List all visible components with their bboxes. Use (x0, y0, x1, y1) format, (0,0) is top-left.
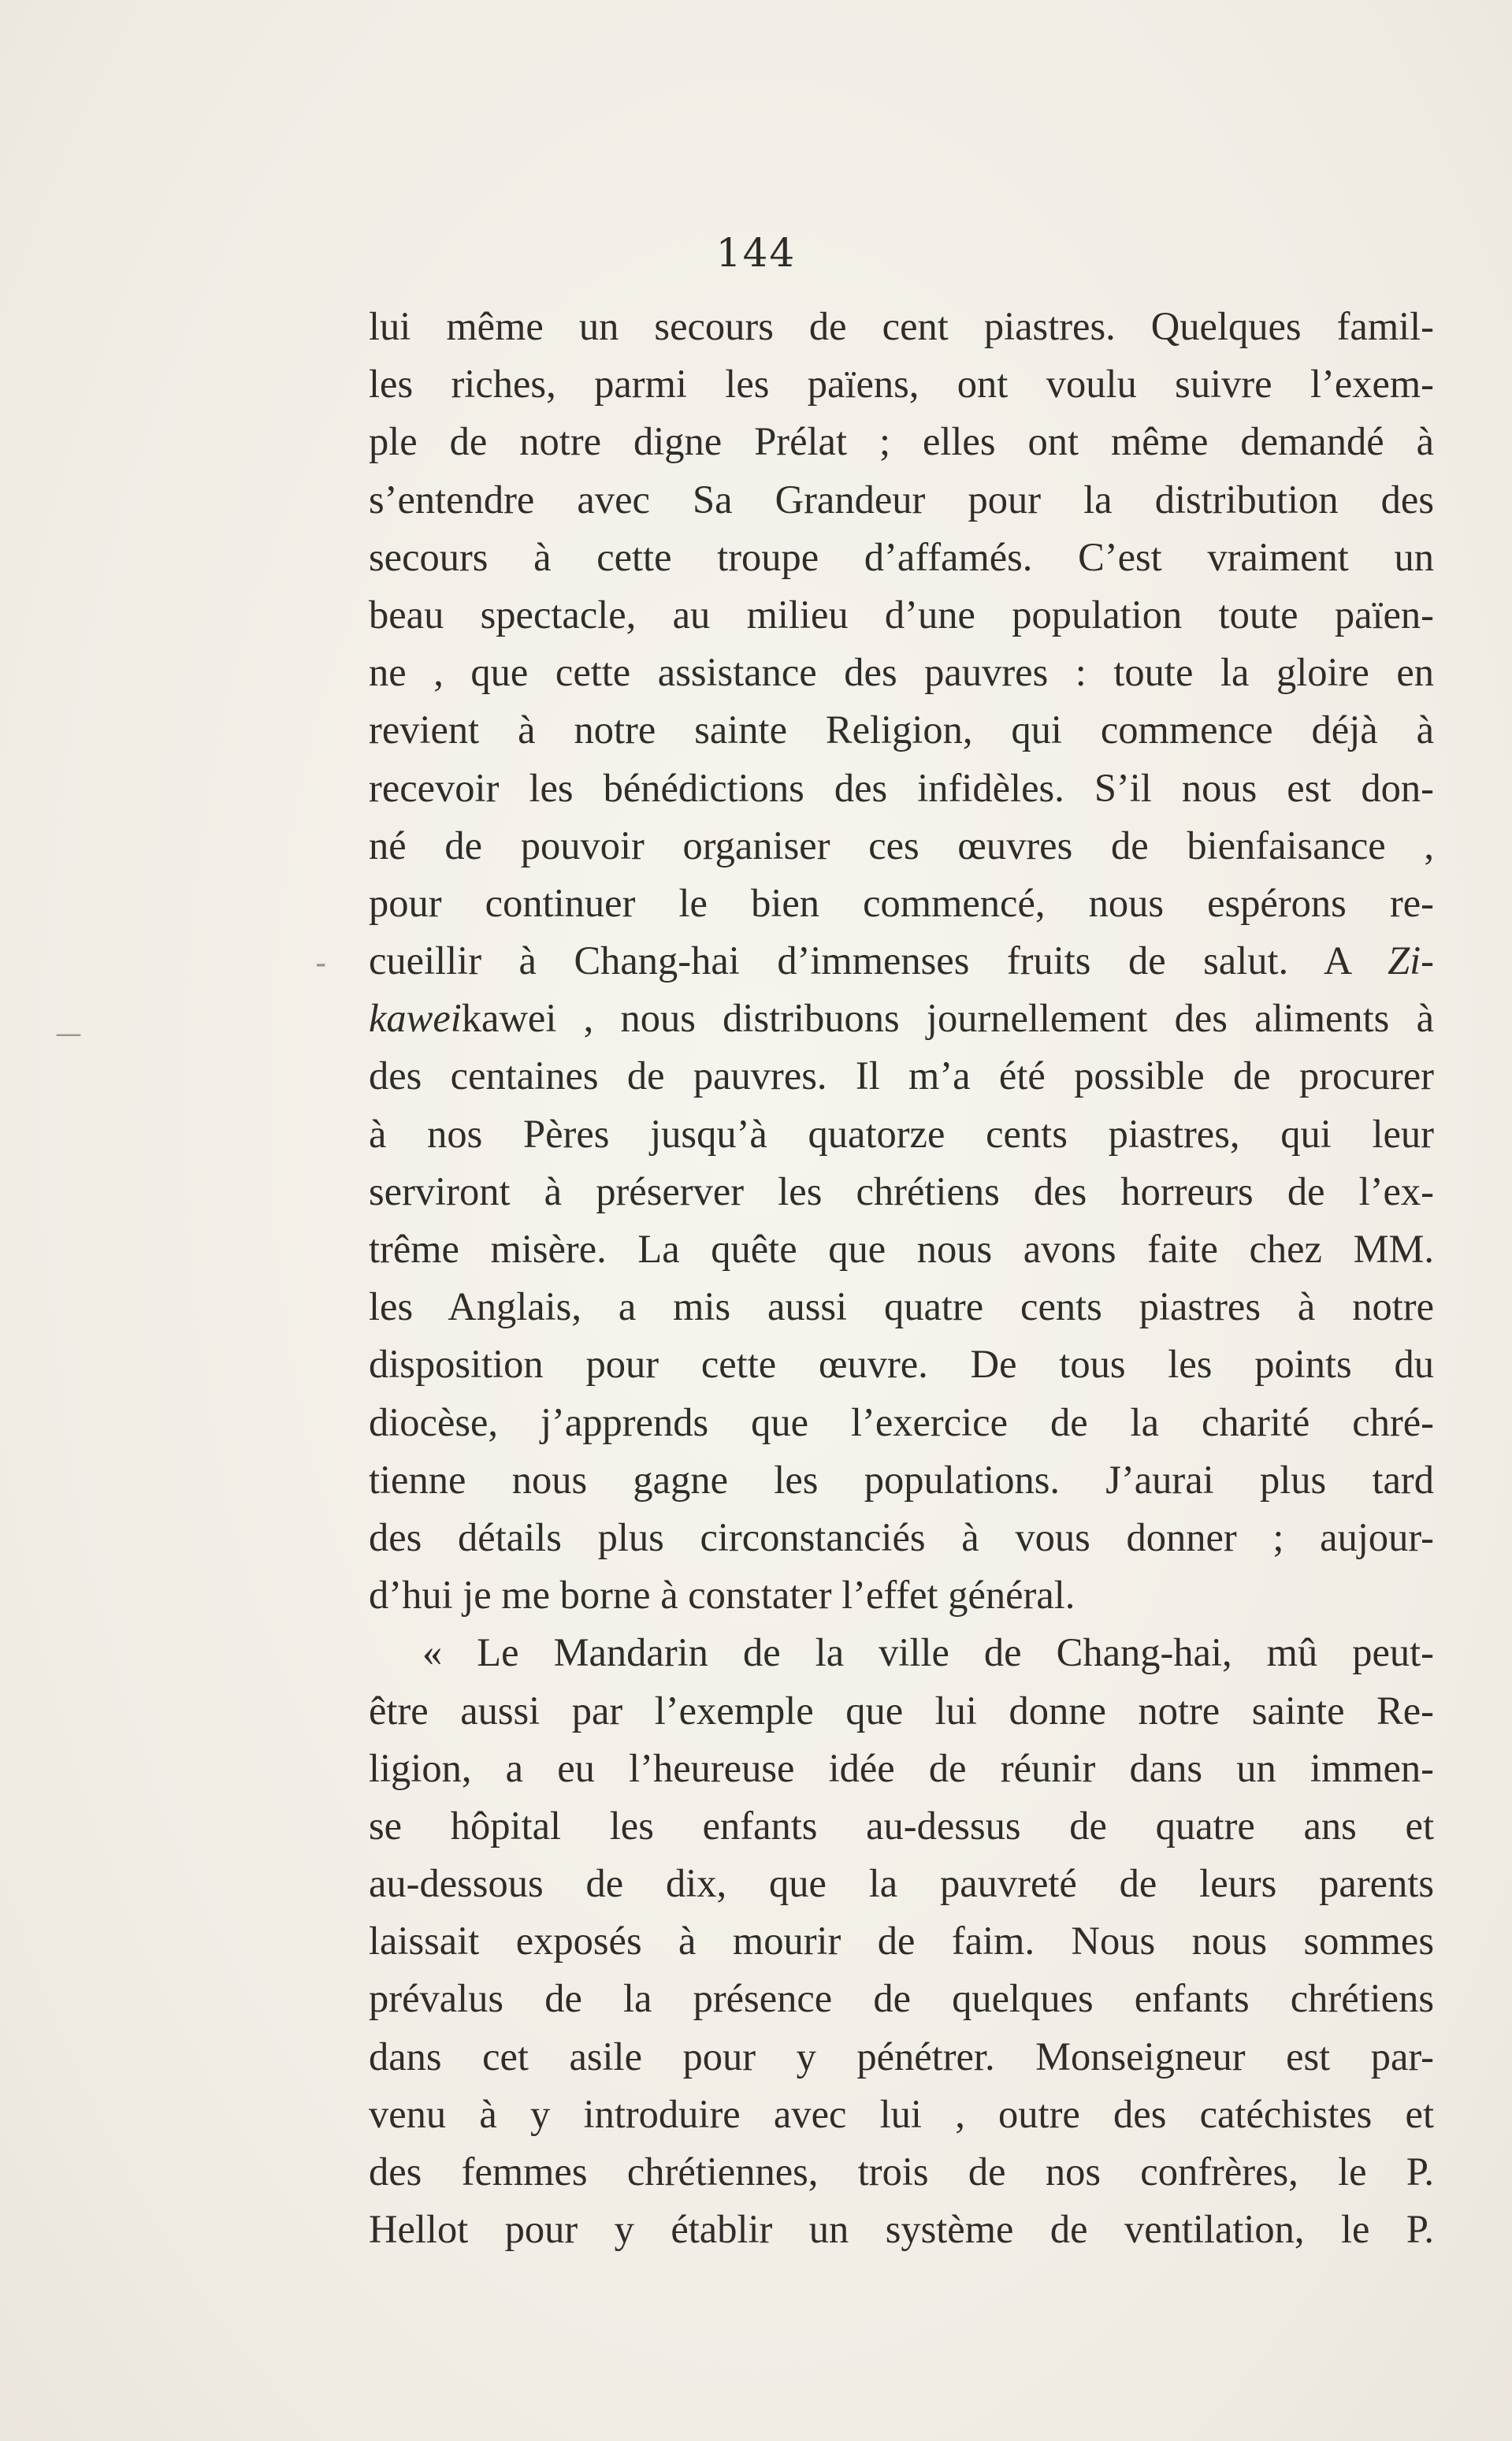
text-line: ligion, a eu l’heureuse idée de réunir dans un immen- (369, 1745, 1434, 1790)
text-line: des femmes chrétiennes, trois de nos confrères, le P. (369, 2149, 1434, 2194)
text-line: les Anglais, a mis aussi quatre cents piastres à notre (369, 1284, 1434, 1329)
text-line: disposition pour cette œuvre. De tous les points du (369, 1342, 1434, 1387)
margin-line-mark: — (55, 1018, 82, 1050)
text-line: serviront à préserver les chrétiens des horreurs de l’ex- (369, 1168, 1434, 1213)
text-segment: kawei , nous distribuons journellement des aliments à (461, 996, 1434, 1041)
text-line: s’entendre avec Sa Grandeur pour la distribution des (369, 477, 1434, 522)
text-line: être aussi par l’exemple que lui donne notre sainte Re- (369, 1688, 1434, 1733)
text-line: laissait exposés à mourir de faim. Nous nous sommes (369, 1919, 1434, 1964)
text-segment: cueillir à Chang-hai d’immenses fruits de salut. A (369, 938, 1388, 983)
text-line: des détails plus circonstanciés à vous donner ; aujour- (369, 1514, 1434, 1559)
text-line: dans cet asile pour y pénétrer. Monseigneur est par- (369, 2034, 1434, 2079)
text-line: secours à cette troupe d’affamés. C’est vraiment un (369, 534, 1434, 579)
margin-dash-mark: - (315, 946, 327, 982)
text-line: Hellot pour y établir un système de ventilation, le P. (369, 2207, 1434, 2252)
text-line-with-italic (369, 932, 1434, 990)
text-line: d’hui je me borne à constater l’effet général. (369, 1573, 1075, 1618)
text-line: revient à notre sainte Religion, qui commence déjà à (369, 708, 1434, 752)
text-line: des centaines de pauvres. Il m’a été possible de procurer (369, 1053, 1434, 1098)
text-line: tienne nous gagne les populations. J’aurai plus tard (369, 1457, 1434, 1502)
text-line: ple de notre digne Prélat ; elles ont même demandé à (369, 419, 1434, 464)
text-line: pour continuer le bien commencé, nous espérons re- (369, 880, 1434, 925)
italic-place-name: kawei (369, 996, 462, 1041)
text-line: beau spectacle, au milieu d’une population toute païen- (369, 592, 1434, 637)
text-line: ne , que cette assistance des pauvres : toute la gloire en (369, 650, 1434, 695)
italic-place-name: Zi- (1388, 938, 1434, 983)
text-line: recevoir les bénédictions des infidèles. S’il nous est don- (369, 765, 1434, 810)
text-line: venu à y introduire avec lui , outre des catéchistes et (369, 2091, 1434, 2136)
text-line-with-italic (369, 990, 1434, 1047)
text-line: à nos Pères jusqu’à quatorze cents piastres, qui leur (369, 1111, 1434, 1156)
text-line: né de pouvoir organiser ces œuvres de bienfaisance , (369, 823, 1434, 868)
text-line: se hôpital les enfants au-dessus de quatre ans et (369, 1803, 1434, 1848)
page-number: 144 (715, 230, 797, 276)
body-text (369, 298, 1434, 2258)
paragraph-start-line: « Le Mandarin de la ville de Chang-hai, mû peut- (422, 1630, 1434, 1675)
text-line: trême misère. La quête que nous avons faite chez MM. (369, 1227, 1434, 1271)
text-line: prévalus de la présence de quelques enfants chrétiens (369, 1976, 1434, 2021)
text-line: les riches, parmi les païens, ont voulu suivre l’exem- (369, 362, 1434, 407)
text-line: au-dessous de dix, que la pauvreté de leurs parents (369, 1861, 1434, 1906)
text-line: diocèse, j’apprends que l’exercice de la charité chré- (369, 1399, 1434, 1444)
text-line: lui même un secours de cent piastres. Quelques famil- (369, 304, 1434, 348)
